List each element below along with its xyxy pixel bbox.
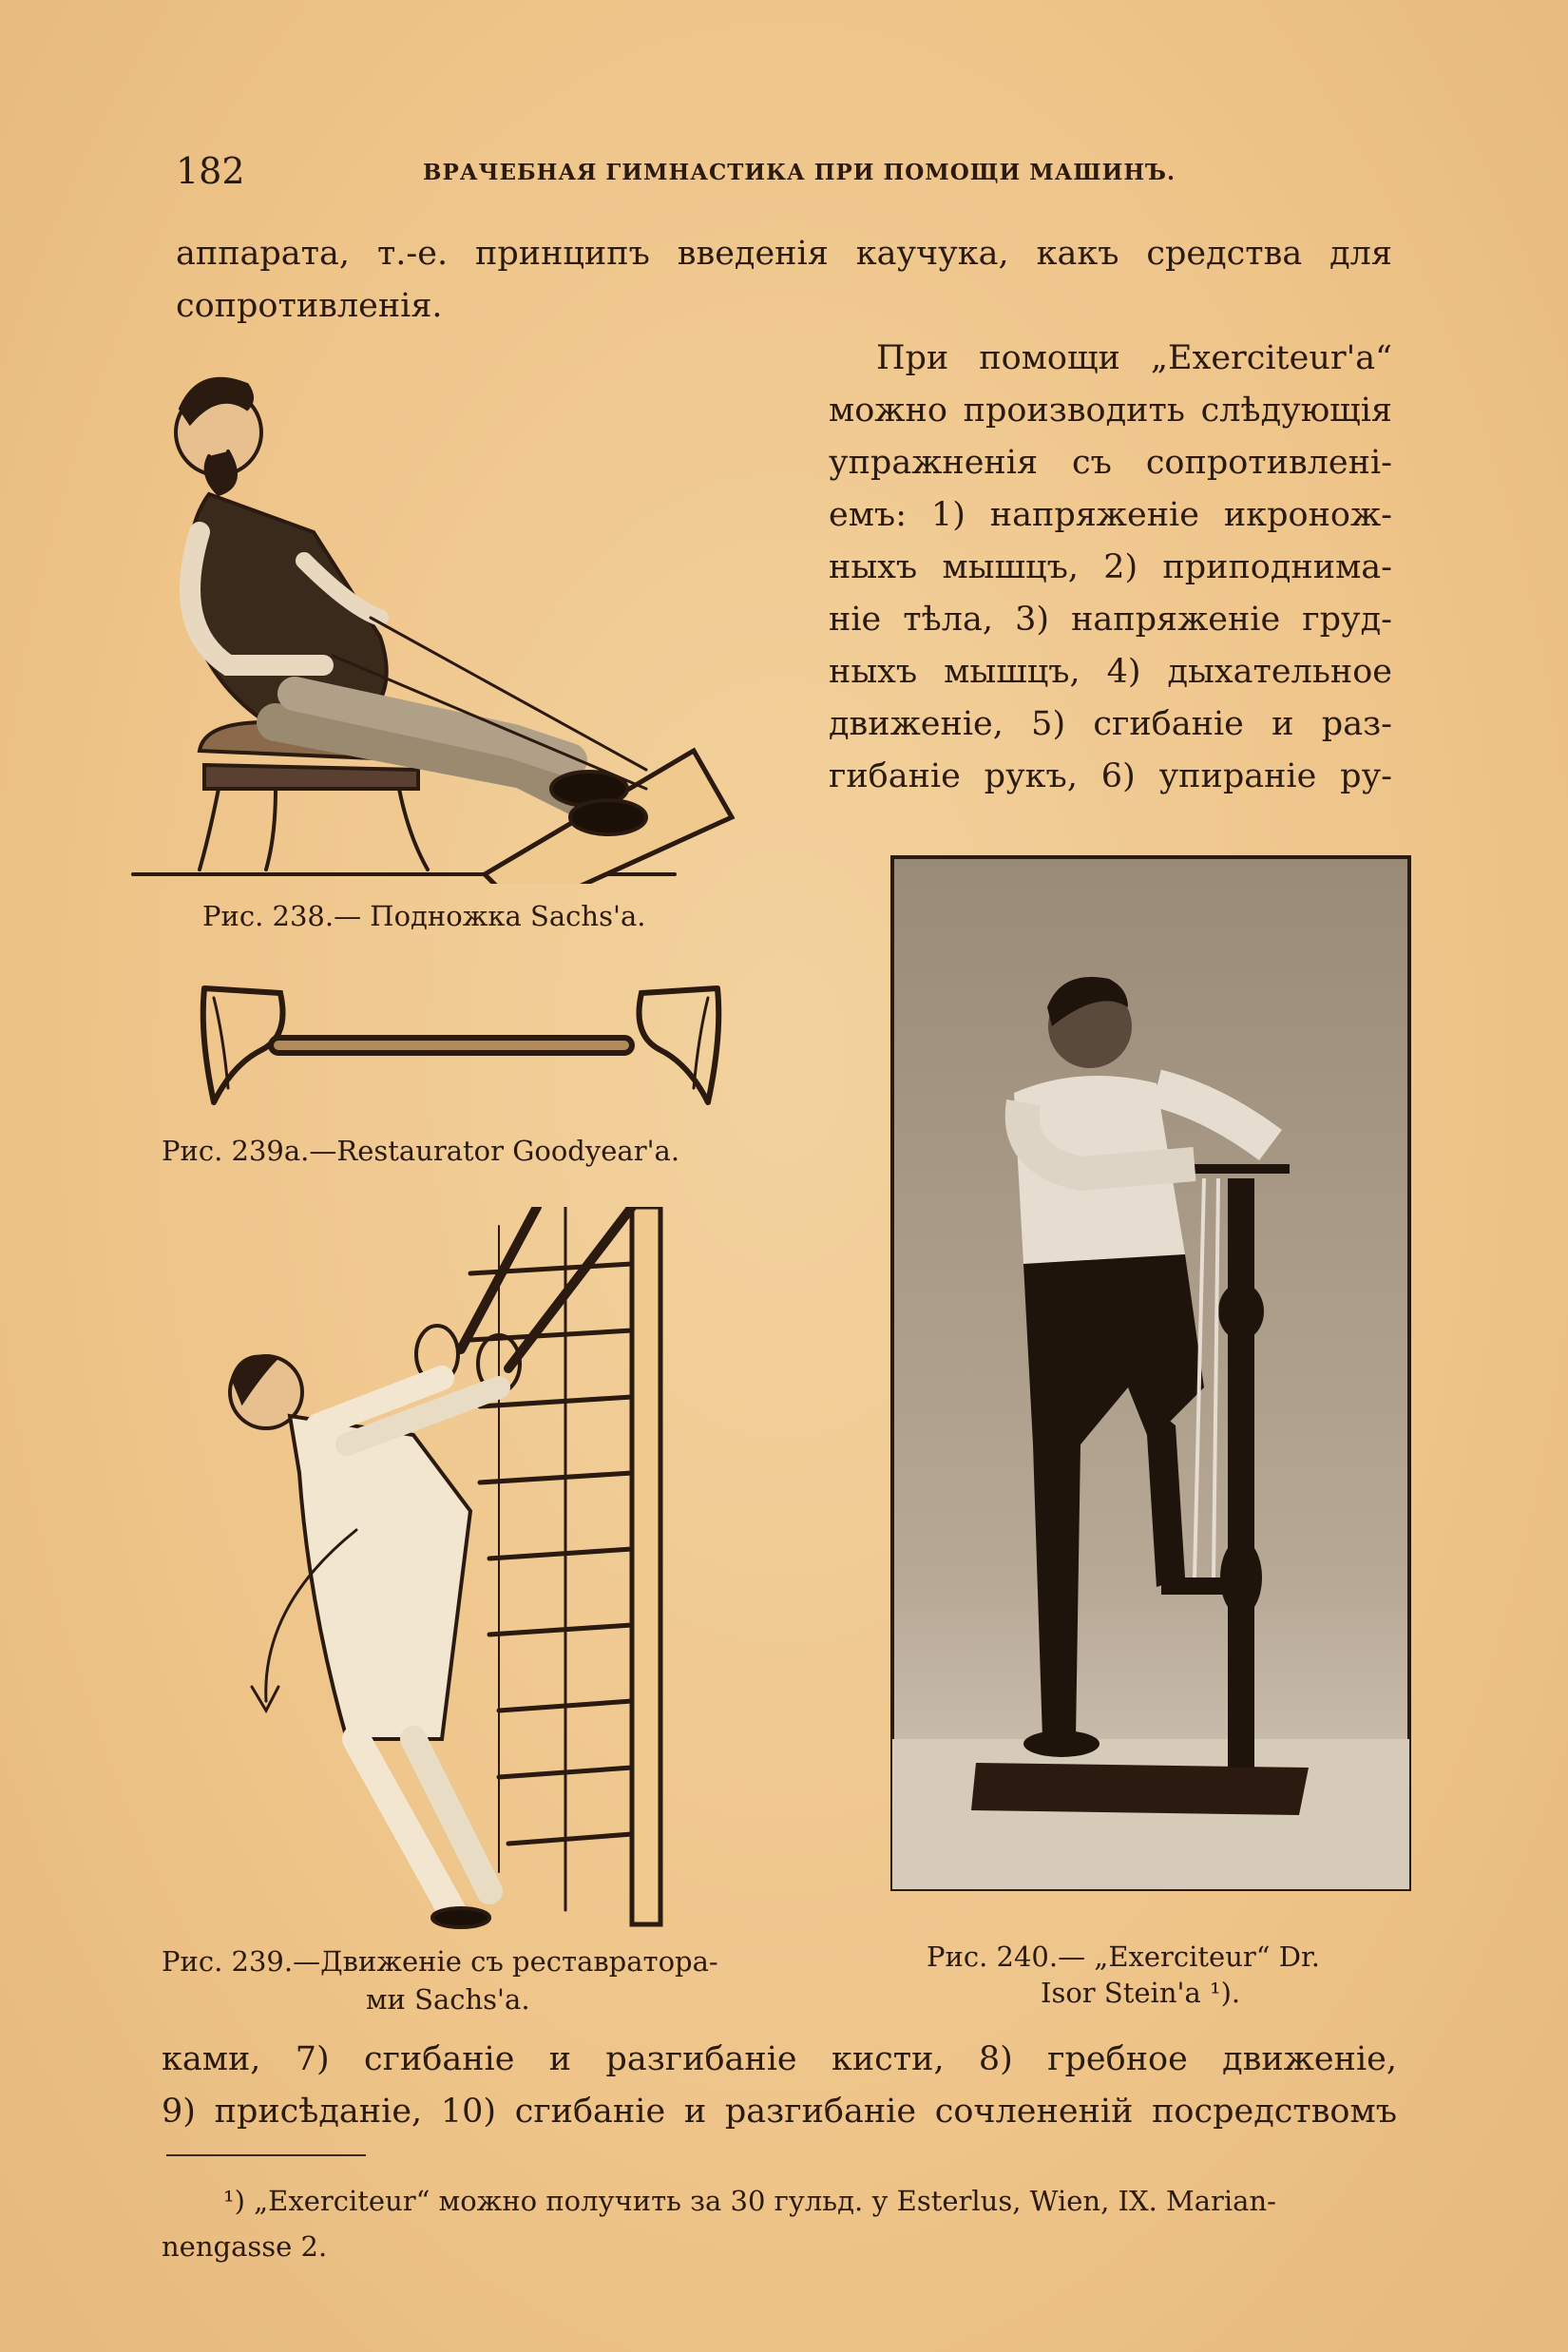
figure-239a-caption: Рис. 239a.—Restaurator Goodyear'a. xyxy=(162,1135,680,1167)
text-line: упражненія съ сопротивлені- xyxy=(829,444,1392,482)
text-line: ніе тѣла, 3) напряженіе груд- xyxy=(829,601,1392,639)
text-line: гибаніе рукъ, 6) упираніе ру- xyxy=(829,757,1392,795)
page-number: 182 xyxy=(176,150,245,192)
figure-240-caption-line1: Рис. 240.— „Exerciteur“ Dr. xyxy=(927,1941,1320,1973)
running-title: ВРАЧЕБНАЯ ГИМНАСТИКА ПРИ ПОМОЩИ МАШИНЪ. xyxy=(423,160,1176,185)
text-line: При помощи „Exerciteur'a“ xyxy=(876,339,1392,377)
text-line: ками, 7) сгибаніе и разгибаніе кисти, 8) гребное движеніе, xyxy=(162,2040,1397,2078)
text-line: аппарата, т.-е. принципъ введенія каучука, какъ средства для xyxy=(176,235,1392,273)
text-line: ныхъ мышцъ, 4) дыхательное xyxy=(829,653,1392,691)
figure-239-caption-line1: Рис. 239.—Движеніе съ реставратора- xyxy=(162,1945,718,1978)
text-line: емъ: 1) напряженіе икронож- xyxy=(829,496,1392,534)
footnote-line2: nengasse 2. xyxy=(162,2230,328,2263)
figure-238-caption: Рис. 238.— Подножка Sachs'a. xyxy=(202,900,646,932)
text-line: сопротивленія. xyxy=(176,287,443,325)
running-head xyxy=(176,150,1411,198)
figure-238-illustration xyxy=(114,342,827,884)
footnote-rule xyxy=(166,2154,366,2156)
right-column-paragraph xyxy=(829,333,1392,803)
text-line: движеніе, 5) сгибаніе и раз- xyxy=(829,705,1392,743)
footnote-line1: ¹) „Exerciteur“ можно получить за 30 гульд. у Esterlus, Wien, IX. Marian- xyxy=(223,2185,1276,2217)
figure-239-caption-line2: ми Sachs'a. xyxy=(366,1983,530,2016)
figure-239-illustration xyxy=(223,1207,679,1929)
figure-240-photograph xyxy=(890,855,1411,1891)
text-line: можно производить слѣдующія xyxy=(829,392,1392,430)
bottom-paragraph xyxy=(162,2034,1397,2138)
figure-240-caption-line2: Isor Stein'a ¹). xyxy=(1041,1977,1241,2009)
figure-239a-illustration xyxy=(195,979,727,1112)
text-line: 9) присѣданіе, 10) сгибаніе и разгибаніе сочлененій посредствомъ xyxy=(162,2093,1397,2131)
top-paragraph xyxy=(176,228,1392,333)
text-line: ныхъ мышцъ, 2) приподнима- xyxy=(829,548,1392,586)
